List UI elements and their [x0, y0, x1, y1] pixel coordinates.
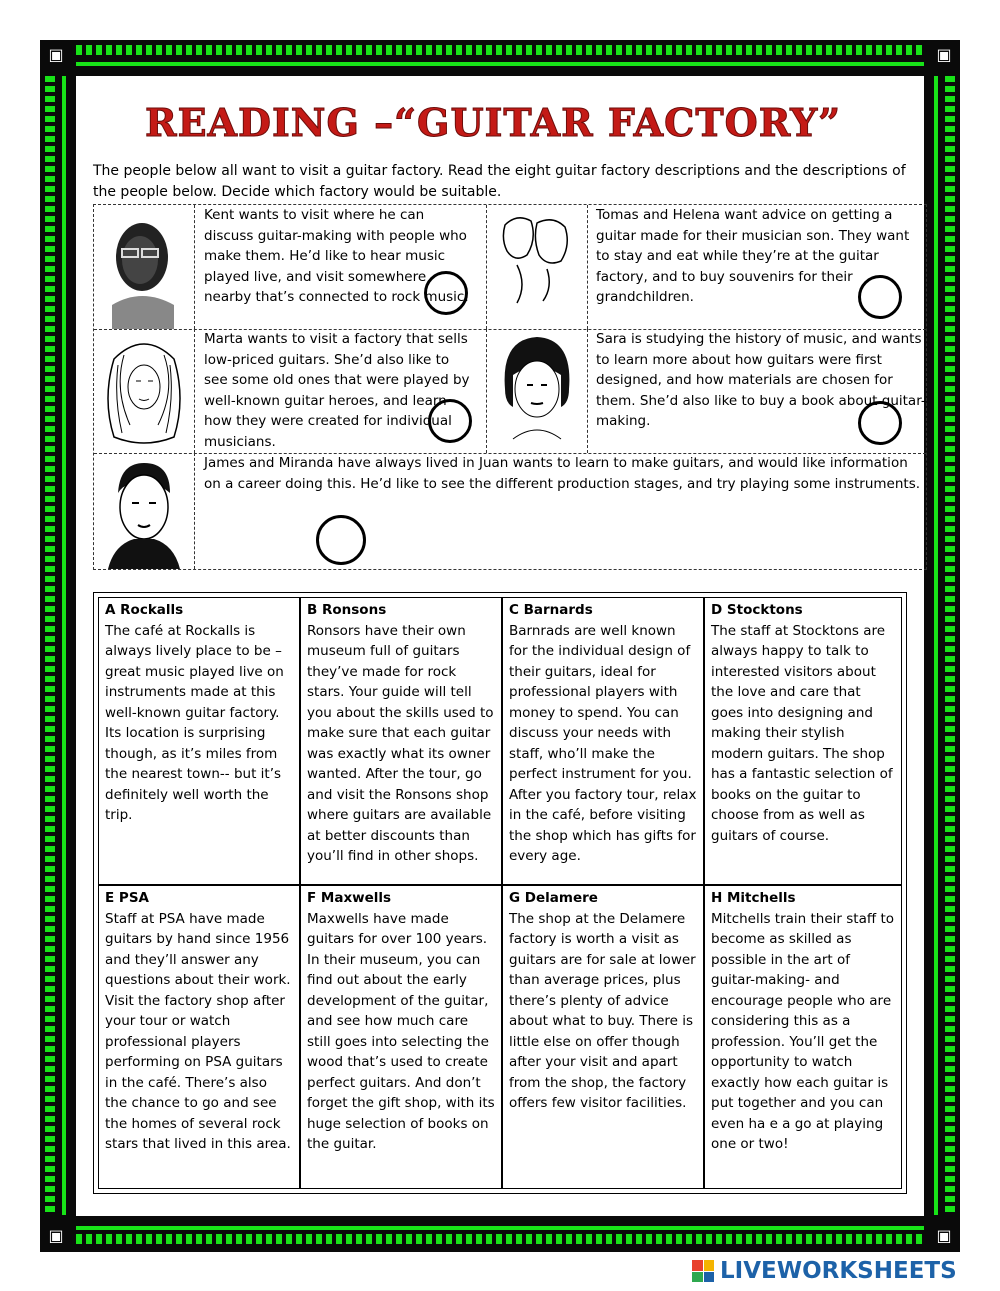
- person-description: Sara is studying the history of music, and wants to learn more about how guitars were first designed, and how materials are chosen for them. She’d also like to buy a book about guitar-making.: [596, 331, 926, 429]
- person-description: Marta wants to visit a factory that sells low-priced guitars. She’d also like to see some old ones that were played by well-known guitar heroes, and learn how they were created for individual musicians.: [204, 331, 470, 450]
- factory-heading: F Maxwells: [307, 890, 392, 906]
- factory-heading: D Stocktons: [711, 602, 803, 618]
- film-camera-icon: ▣: [936, 45, 952, 64]
- portrait-sara: [486, 329, 588, 453]
- factory-description: Staff at PSA have made guitars by hand since 1956 and they’ll answer any questions about their work. Visit the factory shop after your tour or watch professional players performing on PSA guitars in the café. There’s also the chance to go and see the homes of several rock stars that lived in this area.: [105, 910, 291, 1152]
- answer-circle[interactable]: [424, 271, 468, 315]
- frame-edge-top: [76, 62, 924, 66]
- portrait-marta: [94, 329, 195, 453]
- factory-card-c: [502, 597, 704, 885]
- frame-edge-bottom: [76, 1226, 924, 1230]
- film-strip-right: [945, 76, 955, 1215]
- person-description: James and Miranda have always lived in Juan wants to learn to make guitars, and would like information on a career doing this. He’d like to see the different production stages, and try playing some instruments.: [204, 455, 921, 492]
- factory-description: Ronsors have their own museum full of guitars they’ve made for rock stars. Your guide will tell you about the skills used to make sure that each guitar was exactly what its owner wanted. After the tour, go and visit the Ronsons shop where guitars are available at better discounts than you’ll find in other shops.: [307, 622, 494, 864]
- people-row: [94, 329, 926, 454]
- people-row: [94, 205, 926, 330]
- factory-heading: B Ronsons: [307, 602, 387, 618]
- brand-name: LIVEWORKSHEETS: [720, 1258, 957, 1284]
- portrait-kent: [94, 205, 195, 329]
- factory-description: Maxwells have made guitars for over 100 years. In their museum, you can find out about the early development of the guitar, and see how much care still goes into selecting the wood that’s used to create perfect guitars. And don’t forget the gift shop, with its huge selection of books on the guitar.: [307, 910, 495, 1152]
- factory-grid: [93, 592, 907, 1194]
- factory-card-h: [704, 885, 902, 1189]
- person-description: Kent wants to visit where he can discuss guitar-making with people who make them. He’d like to hear music played live, and visit somewhere nearby that’s connected to rock music.: [204, 207, 469, 305]
- portrait-tomas-helena: [486, 205, 588, 329]
- factory-heading: C Barnards: [509, 602, 593, 618]
- factory-description: The shop at the Delamere factory is worth a visit as guitars are for sale at lower than average prices, plus there’s plenty of advice about what to buy. There is little else on offer though after your visit and apart from the shop, the factory offers few visitor facilities.: [509, 910, 696, 1111]
- liveworksheets-logo-icon: [692, 1260, 714, 1282]
- film-camera-icon: ▣: [936, 1226, 952, 1245]
- portrait-james-miranda: [94, 453, 195, 569]
- factory-description: Barnrads are well known for the individual design of their guitars, ideal for professional players with money to spend. You can discuss your needs with staff, who’ll make the perfect instrument for you. After you factory tour, relax in the café, before visiting the shop which has gifts for every age.: [509, 622, 697, 864]
- answer-circle[interactable]: [858, 275, 902, 319]
- factory-description: Mitchells train their staff to become as skilled as possible in the art of guitar-making- and encourage people who are considering this as a profession. You’ll get the opportunity to watch exactly how each guitar is put together and you can even ha e a go at playing one or two!: [711, 910, 895, 1152]
- factory-card-d: [704, 597, 902, 885]
- factory-heading: E PSA: [105, 890, 149, 906]
- film-strip-top: [76, 45, 924, 55]
- person-description: Tomas and Helena want advice on getting a guitar made for their musician son. They want to stay and eat while they’re at the guitar factory, and to buy souvenirs for their grandchildren.: [596, 207, 910, 305]
- frame-edge-right: [934, 76, 938, 1215]
- film-strip-bottom: [76, 1234, 924, 1244]
- intro-text: The people below all want to visit a guitar factory. Read the eight guitar factory descriptions and the descriptions of the people below. Decide which factory would be suitable.: [93, 163, 906, 200]
- answer-circle[interactable]: [428, 399, 472, 443]
- film-strip-left: [45, 76, 55, 1215]
- factory-card-g: [502, 885, 704, 1189]
- factory-description: The café at Rockalls is always lively place to be – great music played live on instruments made at this well-known guitar factory. Its location is surprising though, as it’s miles from the nearest town-- but it’s definitely well worth the trip.: [105, 622, 284, 823]
- liveworksheets-logo[interactable]: [692, 1258, 957, 1284]
- factory-card-a: [98, 597, 300, 885]
- factory-heading: G Delamere: [509, 890, 598, 906]
- factory-card-f: [300, 885, 502, 1189]
- film-camera-icon: ▣: [48, 45, 64, 64]
- page-title: READING –“GUITAR FACTORY”: [145, 100, 842, 145]
- people-section: [93, 204, 927, 570]
- frame-edge-left: [62, 76, 66, 1215]
- people-row: [94, 453, 926, 569]
- answer-circle[interactable]: [316, 515, 366, 565]
- answer-circle[interactable]: [858, 401, 902, 445]
- factory-heading: A Rockalls: [105, 602, 184, 618]
- factory-card-b: [300, 597, 502, 885]
- factory-card-e: [98, 885, 300, 1189]
- factory-description: The staff at Stocktons are always happy to talk to interested visitors about the love and care that goes into designing and making their stylish modern guitars. The shop has a fantastic selection of books on the guitar to choose from as well as guitars of course.: [711, 622, 893, 844]
- film-camera-icon: ▣: [48, 1226, 64, 1245]
- factory-heading: H Mitchells: [711, 890, 796, 906]
